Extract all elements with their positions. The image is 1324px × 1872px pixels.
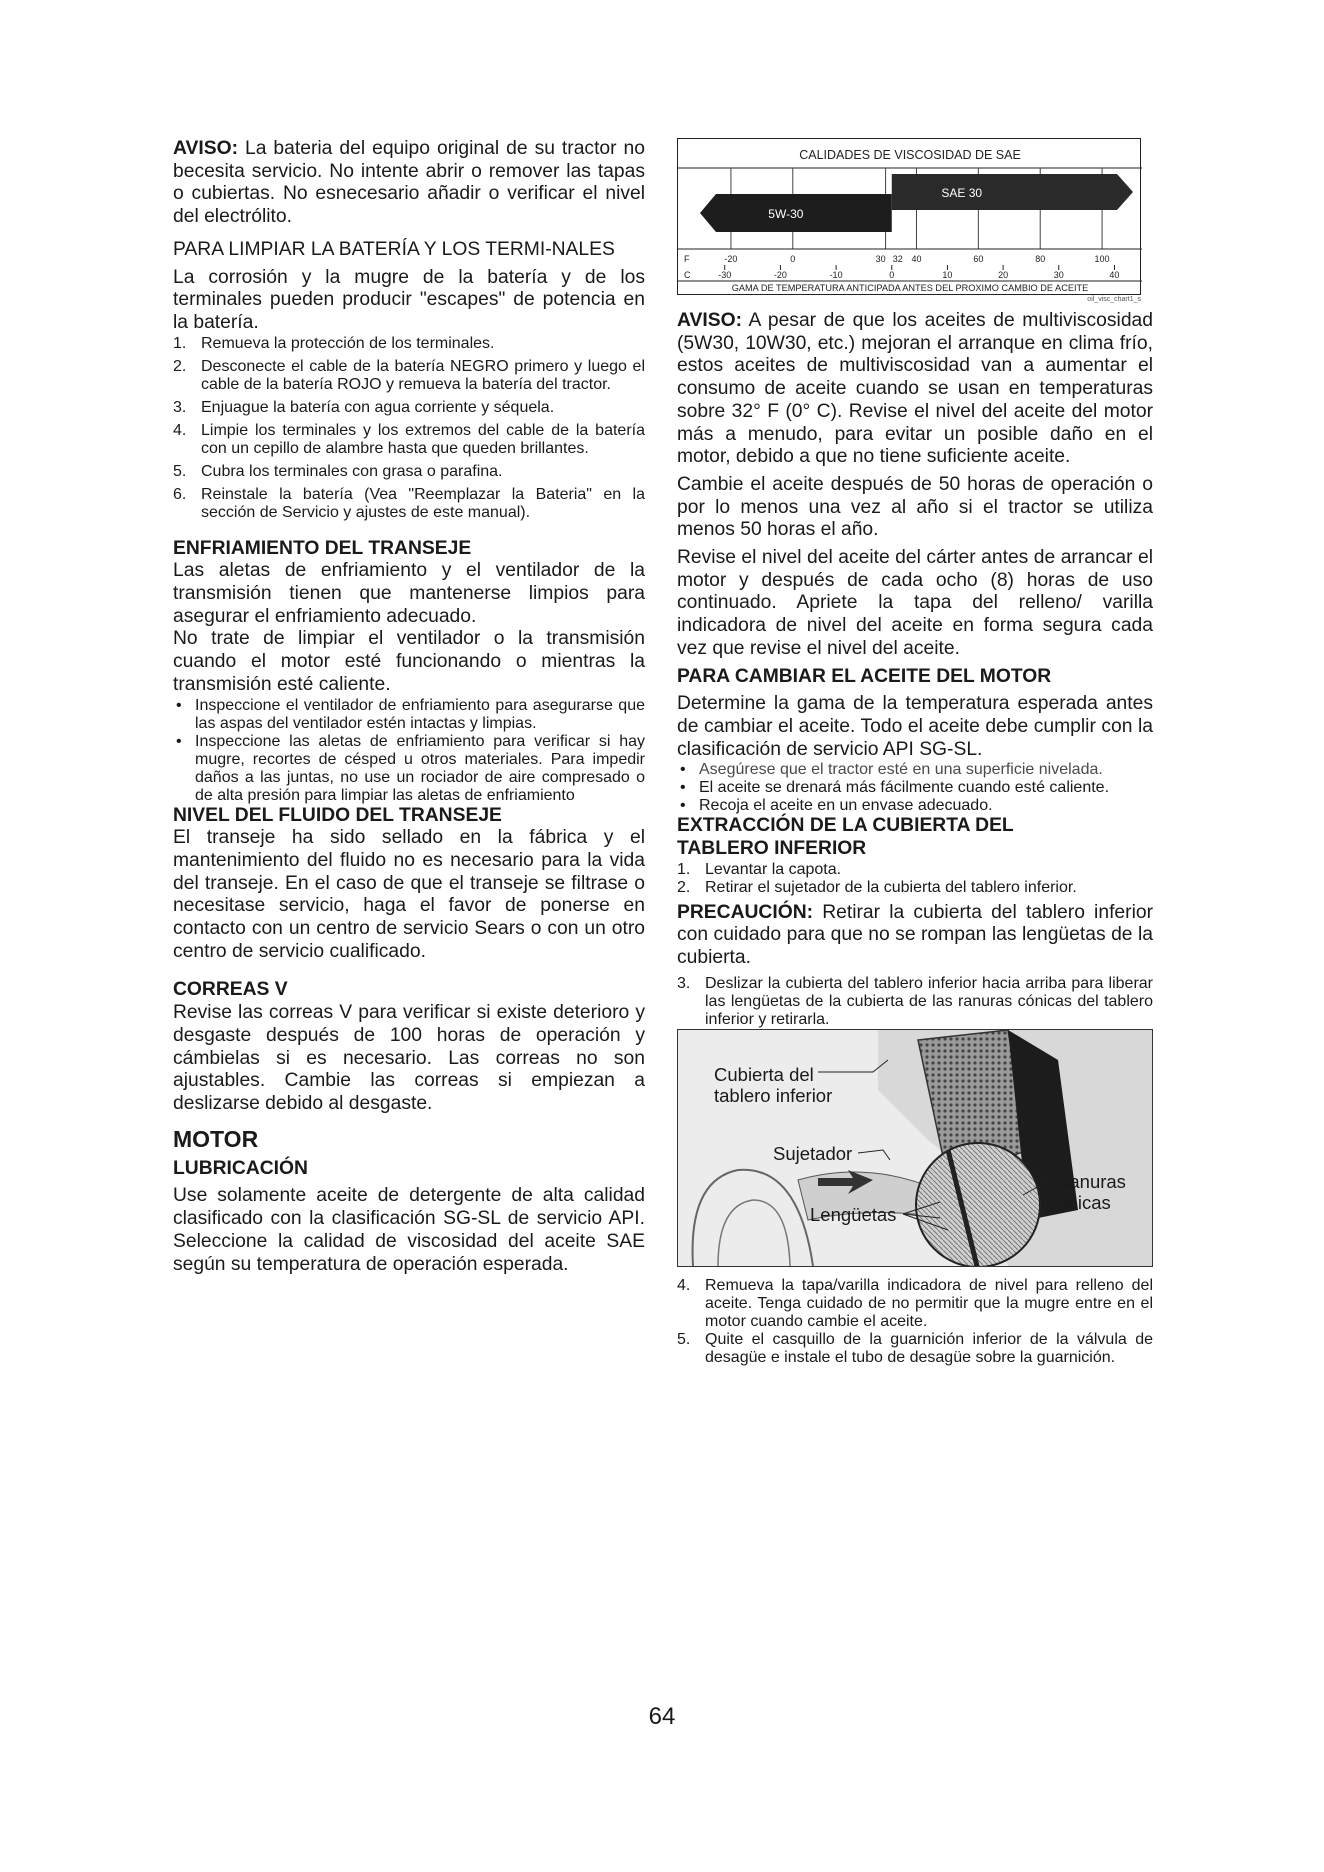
caution-text: Retirar la cubierta del tablero inferior con cuidado para que no se rompan las lengüetas de la cubierta. <box>677 901 1153 969</box>
step-number: 3. <box>677 974 691 992</box>
list-item <box>677 1277 1153 1331</box>
bar-label-sae30: SAE 30 <box>941 186 983 200</box>
dash-cover-title-line-1: EXTRACCIÓN DE LA CUBIERTA DEL <box>677 815 1014 837</box>
step-number: 1. <box>173 334 187 352</box>
bar-label-5w30: 5W-30 <box>768 207 804 221</box>
c-tick-label: -10 <box>829 270 843 280</box>
step-text: Reinstale la batería (Vea "Reemplazar la Bateria" en la sección de Servicio y ajustes de este manual). <box>201 485 645 521</box>
lubrication-title: LUBRICACIÓN <box>173 1157 308 1179</box>
step-number: 2. <box>677 878 691 896</box>
step-text: Limpie los terminales y los extremos del cable de la batería con un cepillo de alambre hasta que queden brillantes. <box>201 421 645 457</box>
step-text: Levantar la capota. <box>705 860 842 878</box>
lubrication-paragraph: Use solamente aceite de detergente de alta calidad clasificado con la clasificación SG-SL de servicio API. Seleccione la calidad de viscosidad del aceite SAE según su temperatura de operación esperada. <box>173 1185 645 1275</box>
step-number: 3. <box>173 398 187 416</box>
battery-clean-title: PARA LIMPIAR LA BATERÍA Y LOS TERMI-NALES <box>173 238 615 260</box>
bullet: • <box>680 797 686 815</box>
caution-notice <box>677 902 1153 970</box>
oil-check-paragraph: Revise el nivel del aceite del cárter antes de arrancar el motor y después de cada ocho (8) horas de uso continuado. Apriete la tapa del relleno/ varilla indicadora de nivel del aceite en forma segura cada vez que revise el nivel del aceite. <box>677 547 1153 659</box>
oil-change-title: PARA CAMBIAR EL ACEITE DEL MOTOR <box>677 665 1052 687</box>
step-text: Remueva la protección de los terminales. <box>201 334 495 352</box>
oil-change-interval: Cambie el aceite después de 50 horas de operación o por lo menos una vez al año si el tractor se utiliza menos 50 horas el año. <box>677 473 1153 541</box>
f-tick-label: 0 <box>790 254 796 264</box>
step-number: 2. <box>173 357 187 375</box>
step-text: Desconecte el cable de la batería NEGRO primero y luego el cable de la batería ROJO y remueva la batería del tractor. <box>201 357 645 393</box>
label-fastener: Sujetador <box>773 1142 853 1164</box>
step-number: 4. <box>677 1276 691 1294</box>
bullet: • <box>176 732 182 750</box>
list-item <box>677 761 1153 779</box>
notice-text: La bateria del equipo original de su tractor no becesita servicio. No intente abrir o remover las tapas o cubiertas. No esnecesario añadir o verificar el nivel del electrólito. <box>173 138 646 228</box>
c-tick-label: -20 <box>773 270 787 280</box>
belts-paragraph: Revise las correas V para verificar si existe deterioro y desgaste después de 100 horas de operación y cámbielas si es necesario. Las correas no son ajustables. Cambie las correas si empiezan a deslizarse debido al desgaste. <box>173 1002 645 1114</box>
step-text: Remueva la tapa/varilla indicadora de nivel para relleno del aceite. Tenga cuidado de no permitir que la mugre entre en el motor cuando cambie el aceite. <box>705 1276 1153 1330</box>
list-item <box>173 463 645 481</box>
bullet: • <box>680 779 686 797</box>
list-item <box>677 1331 1153 1367</box>
viscosity-chart-svg <box>678 139 1142 294</box>
step-number: 1. <box>677 860 691 878</box>
step-text: Cubra los terminales con grasa o parafina. <box>201 462 503 480</box>
list-item <box>677 779 1153 797</box>
caution-lead: PRECAUCIÓN: <box>677 901 814 923</box>
dash-cover-illustration <box>677 1029 1153 1267</box>
page-number: 64 <box>648 1703 676 1730</box>
list-item <box>173 486 645 522</box>
battery-clean-steps <box>173 335 645 522</box>
bar-sae30 <box>892 174 1133 210</box>
step-number: 6. <box>173 485 187 503</box>
belts-title: CORREAS V <box>173 979 288 1001</box>
step-text: Deslizar la cubierta del tablero inferior hacia arriba para liberar las lengüetas de la cubierta de las ranuras cónicas del tablero inferior y retirarla. <box>705 974 1153 1028</box>
chart-xlabel: GAMA DE TEMPERATURA ANTICIPADA ANTES DEL PROXIMO CAMBIO DE ACEITE <box>731 283 1089 293</box>
label-slots-line-2: cónicas <box>1048 1191 1111 1213</box>
oil-change-paragraph: Determine la gama de la temperatura esperada antes de cambiar el aceite. Todo el aceite debe cumplir con la clasificación de servicio API SG-SL. <box>677 693 1153 760</box>
list-item <box>173 697 645 733</box>
dash-cover-title-line-2: TABLERO INFERIOR <box>677 838 867 860</box>
list-item <box>173 399 645 417</box>
step-text: Quite el casquillo de la guarnición inferior de la válvula de desagüe e instale el tubo de desagüe sobre la guarnición. <box>705 1330 1153 1366</box>
c-tick-label: 20 <box>998 270 1009 280</box>
left-column <box>173 138 645 1276</box>
battery-clean-intro: La corrosión y la mugre de la batería y de los terminales pueden producir "escapes" de potencia en la batería. <box>173 266 645 333</box>
step-number: 4. <box>173 421 187 439</box>
bullet-text: Inspeccione las aletas de enfriamiento para verificar si hay mugre, recortes de césped u otros materiales. Para impedir daños a las juntas, no use un rociador de aire compresado o de alta presión para limpiar las aletas de enfriamiento <box>195 732 645 804</box>
cooling-paragraph-2: No trate de limpiar el ventilador o la transmisión cuando el motor esté funcionando o mientras la transmisión esté caliente. <box>173 628 645 695</box>
c-axis-unit: C <box>684 270 691 280</box>
c-tick-label: 0 <box>889 270 895 280</box>
bullet-text: El aceite se drenará más fácilmente cuando esté caliente. <box>699 779 1110 797</box>
c-tick-label: -30 <box>718 270 732 280</box>
battery-notice <box>173 138 645 229</box>
list-item <box>173 335 645 353</box>
f-axis-unit: F <box>684 254 690 264</box>
label-cover-line-1: Cubierta del <box>714 1063 814 1085</box>
cooling-title: ENFRIAMIENTO DEL TRANSEJE <box>173 537 472 559</box>
step-text: Retirar el sujetador de la cubierta del tablero inferior. <box>705 878 1077 896</box>
chart-code: oil_visc_chart1_s <box>1087 296 1141 303</box>
label-cover-line-2: tablero inferior <box>714 1084 833 1106</box>
fluid-title: NIVEL DEL FLUIDO DEL TRANSEJE <box>173 804 502 826</box>
list-item <box>173 422 645 458</box>
f-tick-label: 30 <box>875 254 886 264</box>
viscosity-chart <box>677 138 1141 305</box>
f-tick-label: 40 <box>911 254 922 264</box>
list-item <box>677 879 1153 897</box>
notice-lead: AVISO: <box>173 138 238 159</box>
cooling-paragraph-1: Las aletas de enfriamiento y el ventilador de la transmisión tienen que mantenerse limpios para asegurar el enfriamiento adecuado. <box>173 560 645 627</box>
multigrade-notice <box>677 310 1153 469</box>
fluid-paragraph: El transeje ha sido sellado en la fábrica y el mantenimiento del fluido no es necesario para la vida del transeje. En el caso de que el transeje se filtrase o necesitase servicio, haga el favor de ponerse en contacto con un centro de servicio Sears o con un otro centro de servicio cualificado. <box>173 827 645 962</box>
list-item <box>173 733 645 805</box>
list-item <box>677 975 1153 1029</box>
c-tick-label: 40 <box>1109 270 1120 280</box>
step-number: 5. <box>677 1330 691 1348</box>
c-tick-label: 10 <box>942 270 953 280</box>
list-item <box>677 797 1153 815</box>
chart-title: CALIDADES DE VISCOSIDAD DE SAE <box>799 148 1021 162</box>
list-item <box>677 861 1153 879</box>
f-tick-label: 60 <box>973 254 984 264</box>
step-text: Enjuague la batería con agua corriente y séquela. <box>201 398 555 416</box>
f-tick-label: 80 <box>1035 254 1046 264</box>
step-number: 5. <box>173 462 187 480</box>
list-item <box>173 358 645 394</box>
c-tick-label: 30 <box>1053 270 1064 280</box>
bullet-text: Inspeccione el ventilador de enfriamiento para asegurarse que las aspas del ventilador estén intactas y limpias. <box>195 696 645 732</box>
bullet-text: Recoja el aceite en un envase adecuado. <box>699 797 993 815</box>
bullet: • <box>680 761 686 779</box>
label-tabs: Lengüetas <box>810 1203 897 1225</box>
f-tick-label: 32 <box>892 254 903 264</box>
bullet: • <box>176 696 182 714</box>
motor-title: MOTOR <box>173 1125 259 1152</box>
notice-lead: AVISO: <box>677 310 742 331</box>
right-column <box>677 138 1153 1367</box>
bullet-text: Asegúrese que el tractor esté en una superficie nivelada. <box>699 761 1103 779</box>
f-tick-label: -20 <box>724 254 738 264</box>
notice-text: A pesar de que los aceites de multiviscosidad (5W30, 10W30, etc.) mejoran el arranque en clima frío, estos aceites de multiviscosidad van a aumentar el consumo de aceite cuando se usan en temperaturas sobre 32° F (0° C). Revise el nivel del aceite del motor más a menudo, para evitar un posible daño en el motor, debido a que no tiene suficiente aceite. <box>677 310 1153 468</box>
f-tick-label: 100 <box>1094 254 1110 264</box>
label-slots-line-1: Ranuras <box>1056 1170 1126 1192</box>
viscosity-chart-frame <box>677 138 1141 295</box>
